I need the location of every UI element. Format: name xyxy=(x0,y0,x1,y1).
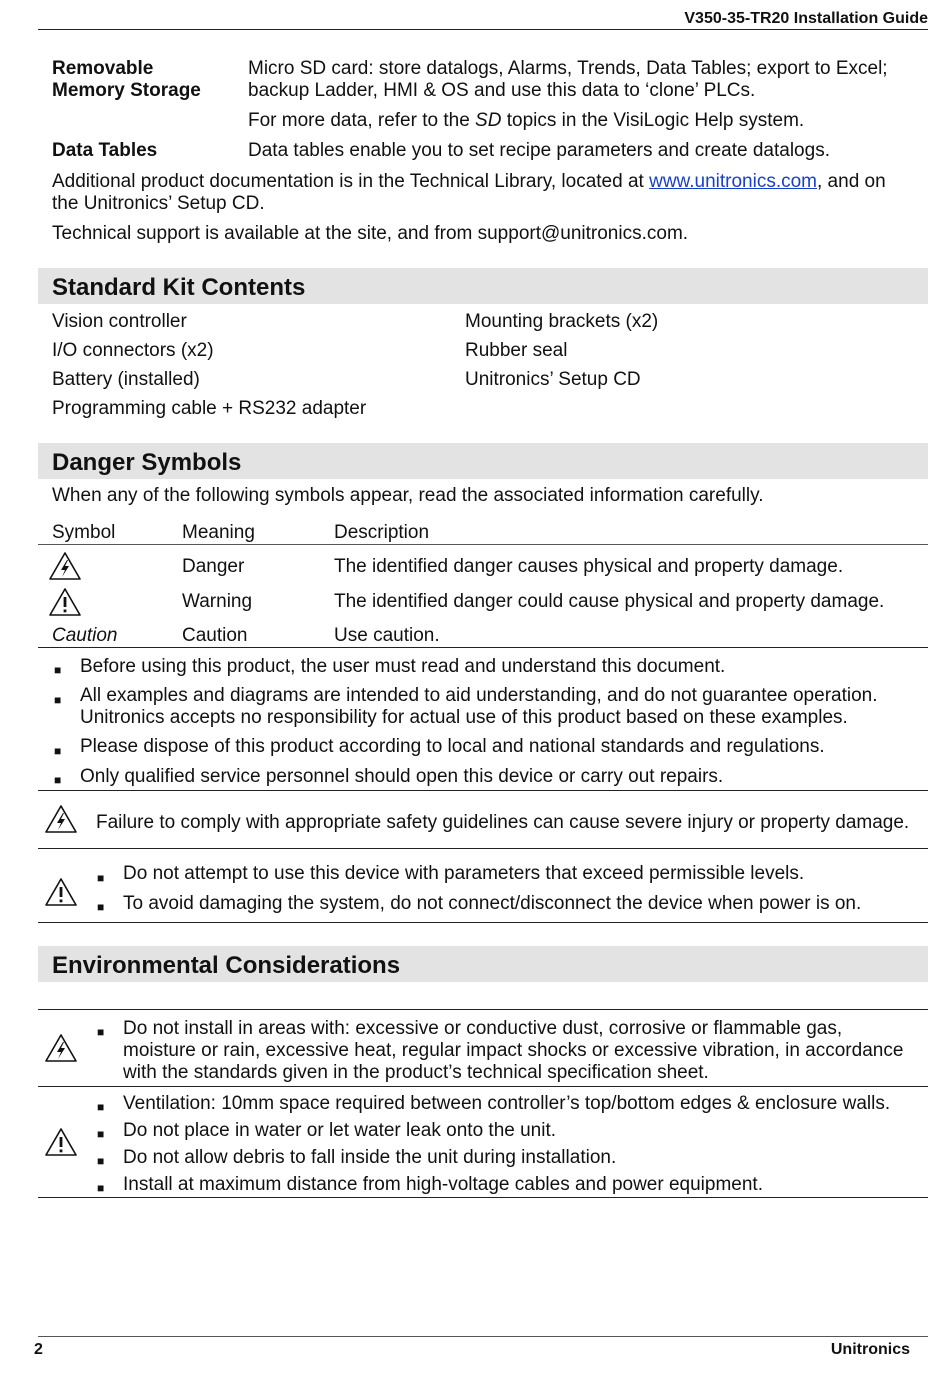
env-top-rule xyxy=(38,1009,928,1010)
header-rule xyxy=(38,29,928,30)
table-bottom-rule xyxy=(38,647,928,648)
danger-note: Failure to comply with appropriate safety guidelines can cause severe injury or property damage. xyxy=(96,812,910,833)
lightning-warning-icon xyxy=(48,551,82,581)
bullet-marker: ■ xyxy=(97,871,105,885)
bullet-marker: ■ xyxy=(54,744,62,758)
row-meaning: Danger xyxy=(182,556,245,577)
bullet-text: To avoid damaging the system, do not connect/disconnect the device when power is on. xyxy=(123,893,862,914)
danger-note-rule xyxy=(38,848,928,849)
env-bottom-rule xyxy=(38,1197,928,1198)
kit-item: Mounting brackets (x2) xyxy=(465,311,659,332)
bullet-text: Please dispose of this product according to local and national standards and regulations. xyxy=(80,736,825,757)
bullet-marker: ■ xyxy=(54,663,62,677)
spec-label-removable: Removable Memory Storage xyxy=(52,58,201,101)
page-header-title: V350-35-TR20 Installation Guide xyxy=(684,10,928,27)
table-header-rule xyxy=(38,544,928,545)
bullet-marker: ■ xyxy=(54,693,62,707)
bullet-text: Install at maximum distance from high-voltage cables and power equipment. xyxy=(123,1174,763,1195)
sd-note: For more data, refer to the SD topics in the VisiLogic Help system. xyxy=(248,110,805,131)
bullets-bottom-rule xyxy=(38,790,928,791)
spec-value-removable: Micro SD card: store datalogs, Alarms, Trends, Data Tables; export to Excel; backup Ladder, HMI & OS and use this data to ‘clone’ PLCs. xyxy=(248,58,888,101)
bullet-text: Before using this product, the user must read and understand this document. xyxy=(80,656,726,677)
bullet-text: Ventilation: 10mm space required between controller’s top/bottom edges & enclosure walls. xyxy=(123,1093,891,1114)
env-heading: Environmental Considerations xyxy=(52,952,401,979)
bullet-text: Do not allow debris to fall inside the unit during installation. xyxy=(123,1147,617,1168)
exclamation-warning-icon xyxy=(44,877,78,907)
danger-intro: When any of the following symbols appear, read the associated information carefully. xyxy=(52,485,764,506)
page-number: 2 xyxy=(34,1341,43,1358)
unitronics-link[interactable]: www.unitronics.com xyxy=(649,171,817,192)
footer-brand: Unitronics xyxy=(830,1341,910,1358)
env-mid-rule xyxy=(38,1086,928,1087)
spec-value-data-tables: Data tables enable you to set recipe parameters and create datalogs. xyxy=(248,140,830,161)
footer-rule xyxy=(38,1336,928,1337)
kit-item: I/O connectors (x2) xyxy=(52,340,214,361)
row-description: The identified danger could cause physical and property damage. xyxy=(334,591,885,612)
exclamation-warning-icon xyxy=(48,587,82,617)
bullet-marker: ■ xyxy=(97,1154,105,1168)
kit-right-list xyxy=(465,311,658,398)
bullet-text: Do not place in water or let water leak onto the unit. xyxy=(123,1120,557,1141)
col-header-description: Description xyxy=(334,522,430,543)
kit-item: Unitronics’ Setup CD xyxy=(465,369,641,390)
warning-bottom-rule xyxy=(38,922,928,923)
kit-item: Rubber seal xyxy=(465,340,568,361)
lightning-warning-icon xyxy=(44,1033,78,1063)
bullet-marker: ■ xyxy=(97,900,105,914)
env-heading-band xyxy=(38,946,928,982)
row-meaning: Caution xyxy=(182,625,248,646)
col-header-meaning: Meaning xyxy=(182,522,255,543)
kit-item: Vision controller xyxy=(52,311,187,332)
exclamation-warning-icon xyxy=(44,1127,78,1157)
kit-heading-band xyxy=(38,268,928,304)
spec-label-data-tables: Data Tables xyxy=(52,140,158,161)
bullet-text: Only qualified service personnel should open this device or carry out repairs. xyxy=(80,766,724,787)
kit-heading: Standard Kit Contents xyxy=(52,274,306,301)
row-meaning: Warning xyxy=(182,591,253,612)
lightning-warning-icon xyxy=(44,804,78,834)
kit-left-list xyxy=(52,311,366,427)
bullet-marker: ■ xyxy=(97,1100,105,1114)
bullet-text: All examples and diagrams are intended to aid understanding, and do not guarantee operation. Unitronics accepts no responsibility for actual use of this product based on these examples. xyxy=(80,685,878,728)
bullet-marker: ■ xyxy=(97,1181,105,1195)
danger-heading-band xyxy=(38,443,928,479)
row-symbol-caution: Caution xyxy=(52,625,118,646)
bullet-text: Do not attempt to use this device with parameters that exceed permissible levels. xyxy=(123,863,805,884)
bullet-marker: ■ xyxy=(54,773,62,787)
kit-item: Programming cable + RS232 adapter xyxy=(52,398,367,419)
danger-heading: Danger Symbols xyxy=(52,449,242,476)
support-paragraph: Technical support is available at the site, and from support@unitronics.com. xyxy=(52,223,689,244)
row-description: The identified danger causes physical and property damage. xyxy=(334,556,844,577)
kit-item: Battery (installed) xyxy=(52,369,200,390)
col-header-symbol: Symbol xyxy=(52,522,116,543)
bullet-marker: ■ xyxy=(97,1025,105,1039)
bullet-text: Do not install in areas with: excessive or conductive dust, corrosive or flammable gas, moisture or rain, excessive heat, regular impact shocks or excessive vibration, in accordance with the standards given in the product’s technical specification sheet. xyxy=(123,1018,904,1083)
row-description: Use caution. xyxy=(334,625,440,646)
bullet-marker: ■ xyxy=(97,1127,105,1141)
doc-paragraph: Additional product documentation is in the Technical Library, located at www.unitronics.com, and on the Unitronics’ Setup CD. xyxy=(52,171,886,214)
